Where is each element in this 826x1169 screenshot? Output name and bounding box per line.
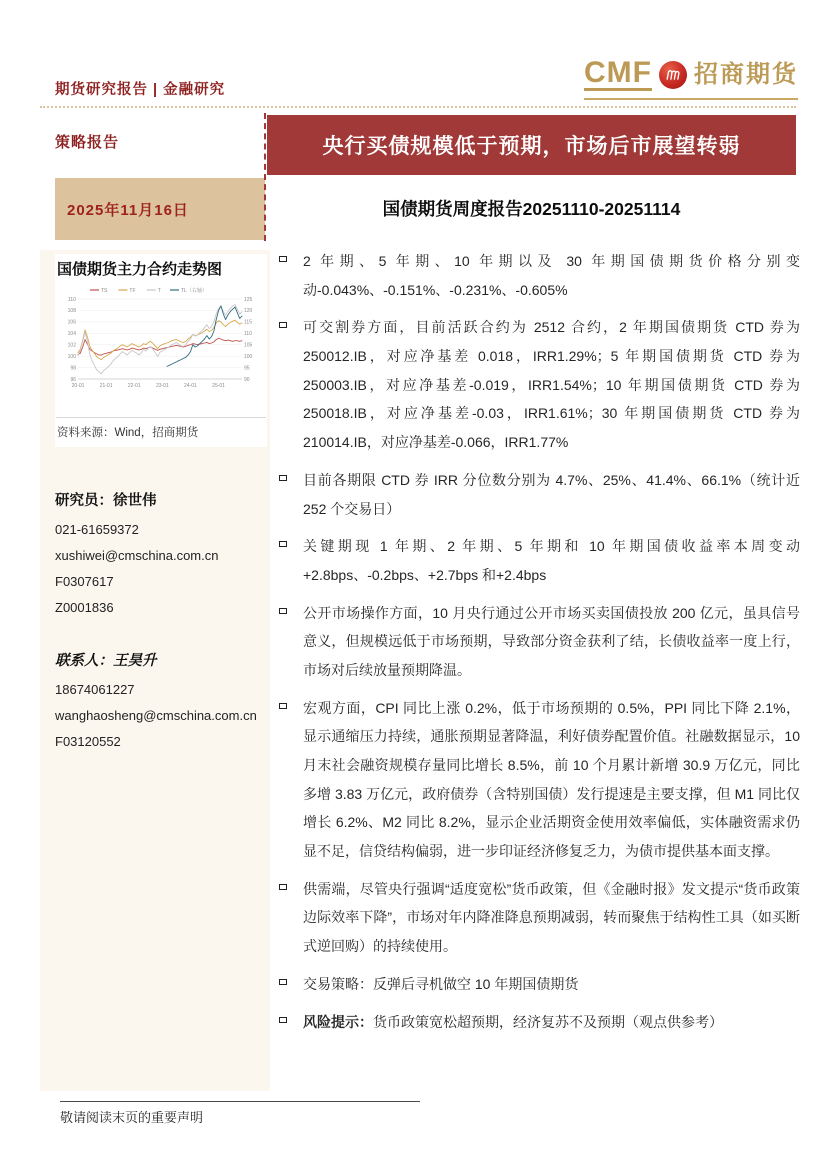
svg-text:24-01: 24-01 — [184, 383, 197, 389]
bullet-item: 风险提示：货币政策宽松超预期，经济复苏不及预期（观点供参考） — [270, 1008, 800, 1037]
bullet-text: 货币政策宽松超预期，经济复苏不及预期（观点供参考） — [373, 1013, 723, 1030]
svg-text:110: 110 — [244, 331, 252, 338]
bullet-square-icon — [279, 256, 287, 262]
bullet-item — [270, 532, 800, 589]
cmf-logo-text: CMF — [584, 56, 652, 89]
svg-text:25-01: 25-01 — [212, 383, 225, 389]
svg-text:105: 105 — [244, 342, 253, 349]
bullet-text: 可交割券方面，目前活跃合约为 2512 合约，2 年期国债期货 CTD 券为 250012.IB，对应净基差 0.018，IRR1.29%；5 年期国债期货 CTD 券为 250003.IB，对应净基差-0.019，IRR1.54%；10 年期国债期货 CTD 券为 250018.IB，对应净基差-0.03，IRR1.61%；30 年期国债期货 CTD 券为 210014.IB，对应净基差-0.066，IRR1.77% — [303, 319, 800, 451]
report-subtitle: 国债期货周度报告20251110-20251114 — [382, 198, 681, 219]
bullet-square-icon — [279, 608, 287, 614]
bullet-square-icon — [279, 884, 287, 890]
svg-text:106: 106 — [67, 319, 76, 326]
bullet-square-icon — [279, 703, 287, 709]
svg-text:100: 100 — [67, 353, 76, 360]
contact-phone: 18674061227 — [55, 682, 135, 697]
sidebar — [40, 250, 270, 1091]
treasury-futures-trend-chart — [56, 283, 266, 407]
report-category: 期货研究报告 | 金融研究 — [55, 82, 226, 98]
trend-chart-card — [55, 254, 267, 447]
svg-text:104: 104 — [67, 331, 76, 338]
brand-name: 招商期货 — [694, 60, 798, 88]
report-headline: 央行买债规模低于预期，市场后市展望转弱 — [267, 115, 796, 175]
researcher-cert-1: F0307617 — [55, 574, 114, 589]
bullet-text: 宏观方面，CPI 同比上涨 0.2%，低于市场预期的 0.5%，PPI 同比下降 2.1%，显示通缩压力持续，通胀预期显著降温，利好债券配置价值。社融数据显示，10 月末社会融资规模存量同比增长 8.5%，前 10 个月累计新增 30.9 万亿元，同比多增 3.83 万亿元，政府债券（含特别国债）发行提速是主要支撑，但 M1 同比仅增长 6.2%、M2 同比 8.2%，显示企业活期资金使用效率偏低，实体融资需求仍显不足，信贷结构偏弱，进一步印证经济修复乏力，为债市提供基本面支撑。 — [303, 699, 800, 860]
summary-bullet-list — [270, 247, 800, 1036]
bullet-text: 交易策略：反弹后寻机做空 10 年期国债期货 — [303, 975, 579, 992]
researcher-cert-2: Z0001836 — [55, 600, 114, 615]
researcher-email: xushiwei@cmschina.com.cn — [55, 548, 219, 563]
svg-text:98: 98 — [70, 365, 76, 372]
cmf-emblem-icon — [659, 61, 687, 89]
cmf-logo — [584, 58, 798, 100]
contact-cert-1: F03120552 — [55, 734, 121, 749]
bullet-text: 关键期现 1 年期、2 年期、5 年期和 10 年期国债收益率本周变动+2.8bps、-0.2bps、+2.7bps 和+2.4bps — [303, 538, 800, 583]
footer-disclaimer: 敬请阅读末页的重要声明 — [60, 1110, 204, 1125]
bullet-text: 目前各期限 CTD 券 IRR 分位数分别为 4.7%、25%、41.4%、66.1%（统计近 252 个交易日） — [303, 471, 800, 517]
bullet-square-icon — [279, 322, 287, 328]
svg-text:21-01: 21-01 — [99, 383, 113, 389]
footer-divider — [60, 1101, 420, 1102]
bullet-item — [270, 247, 800, 304]
svg-text:TS: TS — [101, 288, 108, 294]
chart-title: 国债期货主力合约走势图 — [57, 261, 223, 278]
summary-content — [270, 247, 800, 1045]
svg-text:120: 120 — [244, 308, 253, 315]
svg-text:22-01: 22-01 — [127, 383, 141, 389]
report-type-label: 策略报告 — [55, 134, 120, 151]
svg-text:96: 96 — [70, 376, 76, 383]
bullet-item — [270, 313, 800, 456]
bullet-item — [270, 694, 800, 866]
bullet-text: 2 年期、5 年期、10 年期以及 30 年期国债期货价格分别变动-0.043%、-0.151%、-0.231%、-0.605% — [303, 253, 800, 298]
svg-text:90: 90 — [244, 376, 250, 383]
bullet-text: 供需端，尽管央行强调“适度宽松”货币政策，但《金融时报》发文提示“货币政策边际效率下降”，市场对年内降准降息预期减弱，转而聚焦于结构性工具（如买断式逆回购）的持续使用。 — [303, 880, 800, 955]
researcher-block — [55, 489, 270, 615]
bullet-square-icon — [279, 541, 287, 547]
svg-text:102: 102 — [67, 342, 76, 349]
chart-source: 资料来源：Wind，招商期货 — [56, 417, 266, 444]
svg-text:20-01: 20-01 — [71, 383, 85, 389]
bullet-item — [270, 466, 800, 523]
svg-text:TL（右轴）: TL（右轴） — [181, 288, 207, 294]
svg-text:23-01: 23-01 — [155, 383, 169, 389]
bullet-square-icon — [279, 1017, 287, 1023]
researcher-phone: 021-61659372 — [55, 522, 139, 537]
svg-text:108: 108 — [67, 308, 76, 315]
contact-name: 联系人：王昊升 — [55, 653, 157, 669]
svg-text:TF: TF — [129, 288, 136, 294]
bullet-square-icon — [279, 475, 287, 481]
header-divider — [40, 106, 796, 108]
svg-text:T: T — [157, 288, 161, 294]
svg-text:110: 110 — [68, 296, 76, 303]
bullet-square-icon — [279, 979, 287, 985]
svg-text:95: 95 — [244, 365, 250, 372]
bullet-text: 公开市场操作方面，10 月央行通过公开市场买卖国债投放 200 亿元，虽具信号意义，但规模远低于市场预期，导致部分资金获利了结，长债收益率一度上行，市场对后续放量预期降温。 — [303, 604, 800, 678]
contact-block — [55, 649, 270, 749]
dashed-divider — [264, 113, 266, 241]
svg-text:115: 115 — [244, 319, 252, 326]
bullet-item — [270, 970, 800, 999]
svg-text:125: 125 — [244, 296, 253, 303]
bullet-item — [270, 875, 800, 961]
svg-text:100: 100 — [244, 353, 253, 360]
researcher-name: 研究员：徐世伟 — [55, 493, 157, 509]
report-date: 2025年11月16日 — [55, 178, 265, 240]
contact-email: wanghaosheng@cmschina.com.cn — [55, 708, 257, 723]
bullet-item — [270, 599, 800, 685]
